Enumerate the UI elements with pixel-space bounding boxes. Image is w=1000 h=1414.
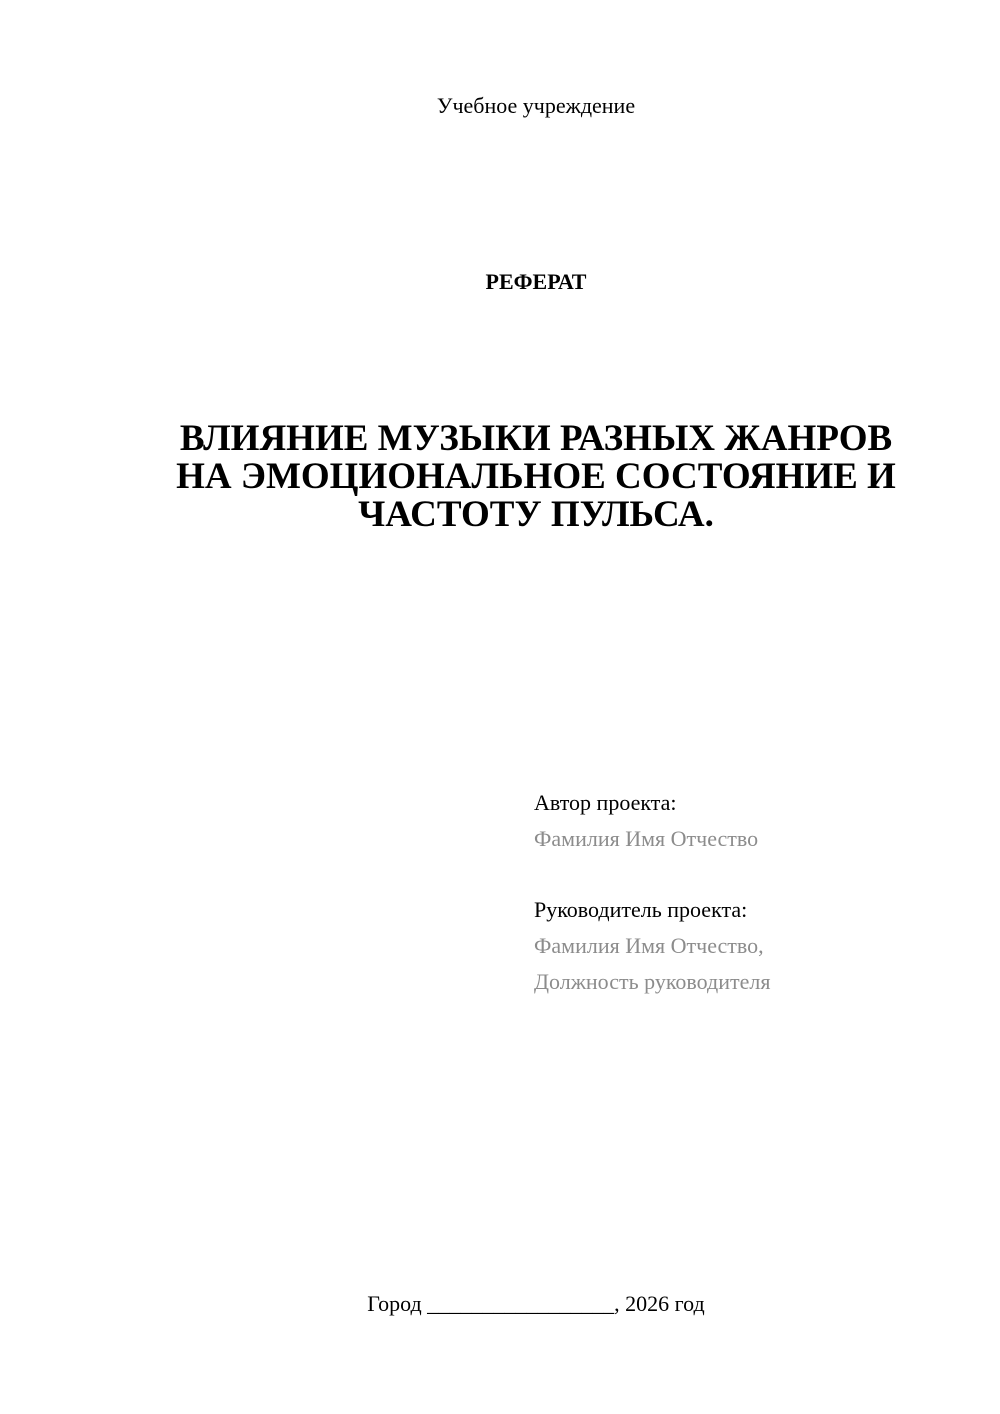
author-name: Фамилия Имя Отчество bbox=[534, 826, 759, 851]
document-title bbox=[150, 420, 922, 534]
author-block bbox=[534, 785, 954, 857]
title-line: ВЛИЯНИЕ МУЗЫКИ РАЗНЫХ ЖАНРОВ bbox=[179, 418, 893, 459]
title-line: ЧАСТОТУ ПУЛЬСА. bbox=[358, 494, 714, 535]
title-line: НА ЭМОЦИОНАЛЬНОЕ СОСТОЯНИЕ И bbox=[176, 456, 896, 497]
supervisor-label: Руководитель проекта: bbox=[534, 897, 748, 922]
supervisor-name: Фамилия Имя Отчество, bbox=[534, 933, 764, 958]
supervisor-position: Должность руководителя bbox=[534, 969, 771, 994]
author-label: Автор проекта: bbox=[534, 790, 677, 815]
institution-name: Учебное учреждение bbox=[436, 93, 636, 118]
supervisor-block bbox=[534, 892, 954, 1000]
document-type: РЕФЕРАТ bbox=[485, 269, 587, 294]
city-year-line: Город _________________, 2026 год bbox=[367, 1291, 705, 1316]
